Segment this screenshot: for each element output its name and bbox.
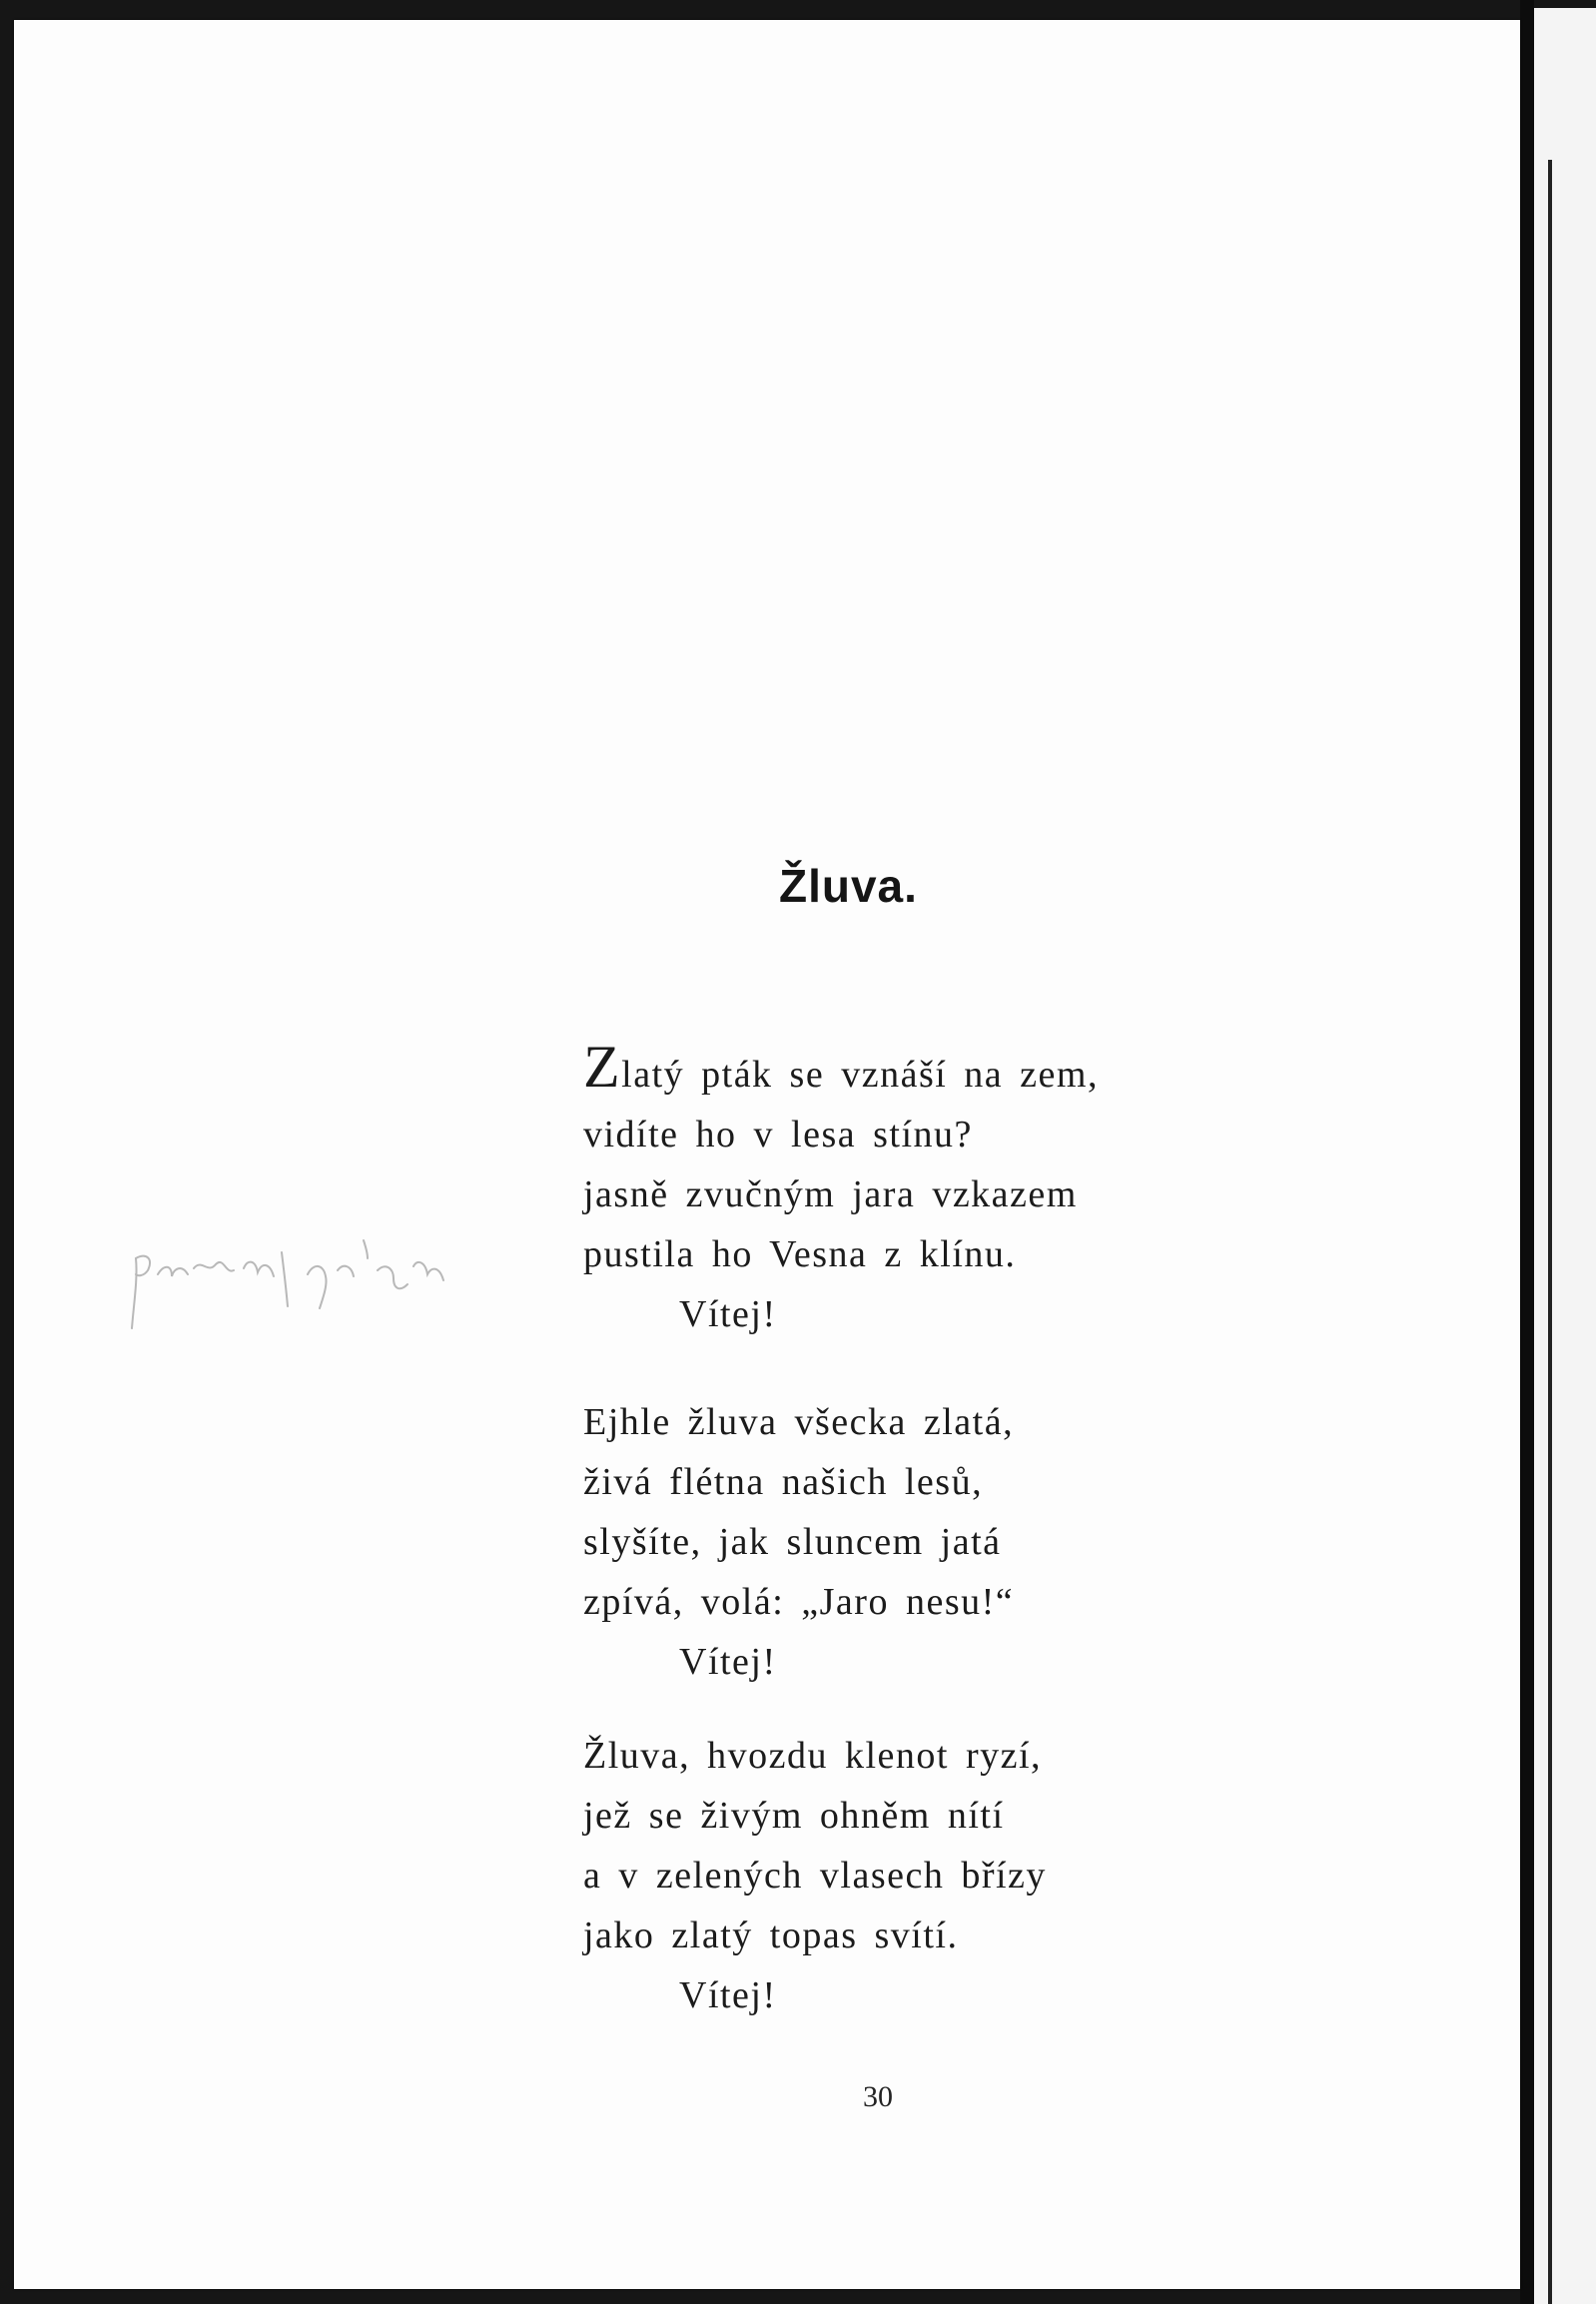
stanza-3	[583, 1726, 1047, 2025]
page-number: 30	[863, 2080, 893, 2113]
poem-line: živá flétna našich lesů,	[583, 1461, 984, 1503]
adjacent-page-edge	[1534, 8, 1596, 2304]
stanza-1	[583, 1034, 1099, 1344]
book-spine-shadow	[1520, 0, 1534, 2304]
stanza-2	[583, 1392, 1014, 1692]
refrain-line: Vítej!	[679, 1974, 777, 2016]
poem-line: zpívá, volá: „Jaro nesu!“	[583, 1581, 1015, 1623]
poem-line: slyšíte, jak sluncem jatá	[583, 1521, 1002, 1563]
page-edge-line	[1548, 160, 1552, 2304]
poem-line: a v zelených vlasech břízy	[583, 1855, 1047, 1897]
poem-line: jako zlatý topas svítí.	[583, 1915, 959, 1956]
poem-line: jež se živým ohněm nítí	[583, 1795, 1005, 1837]
poem-line: pustila ho Vesna z klínu.	[583, 1233, 1017, 1275]
poem-line: Ejhle žluva všecka zlatá,	[583, 1401, 1015, 1443]
refrain-line: Vítej!	[679, 1293, 777, 1335]
poem-line: Žluva, hvozdu klenot ryzí,	[583, 1735, 1043, 1777]
pencil-scribble	[128, 1218, 547, 1338]
poem-line: Zlatý pták se vznáší na zem,	[583, 1034, 1099, 1100]
poem-line: jasně zvučným jara vzkazem	[583, 1173, 1078, 1215]
refrain-line: Vítej!	[679, 1641, 777, 1683]
poem-line: vidíte ho v lesa stínu?	[583, 1114, 973, 1155]
initial-letter: Z	[583, 1034, 622, 1100]
poem-title: Žluva.	[779, 860, 918, 912]
